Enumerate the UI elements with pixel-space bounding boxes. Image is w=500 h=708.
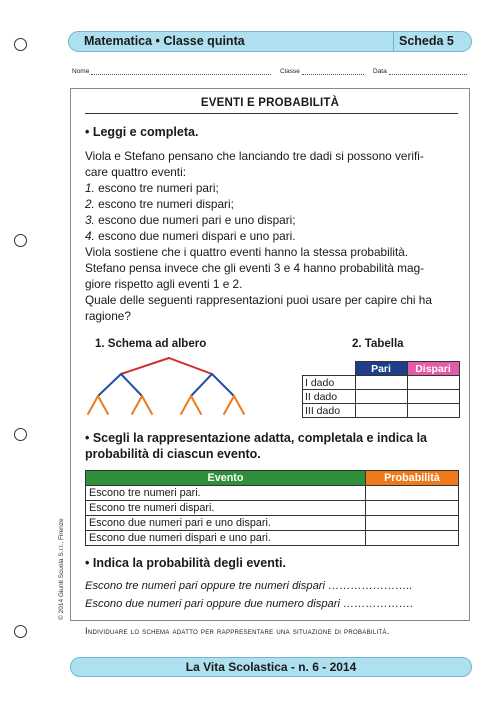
table-cell[interactable] [407,376,459,390]
teacher-note: Individuare lo schema adatto per rappresentare una situazione di probabilità. [85,626,390,636]
row-label: III dado [303,404,356,418]
class-label: Classe [280,68,300,75]
probability-cell[interactable] [366,501,459,516]
tree-diagram [84,354,274,420]
section3-heading: • Indica la probabilità degli eventi. [85,556,286,570]
tree-leaf [191,396,201,414]
tree-leaf [88,396,98,414]
col-pari: Pari [355,362,407,376]
event-item-2: 2. escono tre numeri dispari; [85,197,234,211]
col-dispari: Dispari [407,362,459,376]
problem-text [85,148,463,324]
tree-leaf [142,396,152,414]
tree-branch-mid [191,374,212,396]
probability-cell[interactable] [366,516,459,531]
tree-leaf [132,396,142,414]
table-cell[interactable] [407,404,459,418]
event-row-label: Escono tre numeri pari. [86,486,366,501]
binder-hole-1 [14,38,27,51]
header-sheet-number: Scheda 5 [399,34,454,48]
name-label: Nome [72,68,90,75]
row-label: I dado [303,376,356,390]
tree-branch-mid [121,374,142,396]
event-row-label: Escono due numeri dispari e uno pari. [86,531,366,546]
tree-branch-mid [98,374,121,396]
event-item-1: 1. escono tre numeri pari; [85,181,219,195]
table-label: 2. Tabella [352,338,404,350]
section2-heading-line1: • Scegli la rappresentazione adatta, completala e indica la [85,431,427,445]
event-row-label: Escono tre numeri dispari. [86,501,366,516]
row-label: II dado [303,390,356,404]
probability-cell[interactable] [366,486,459,501]
probability-answer-line-2[interactable]: Escono due numeri pari oppure due numero dispari ………………. [85,598,414,610]
col-probabilita: Probabilità [366,471,459,486]
binder-hole-4 [14,625,27,638]
tree-label: 1. Schema ad albero [95,338,207,350]
table-cell[interactable] [355,376,407,390]
date-label: Data [373,68,387,75]
event-row-label: Escono due numeri pari e uno dispari. [86,516,366,531]
problem-line: Quale delle seguenti rappresentazioni puoi usare per capire chi ha [85,293,432,307]
class-dotted-line [302,74,364,75]
dice-table [302,361,460,418]
col-evento: Evento [86,471,366,486]
date-field[interactable] [373,68,467,75]
problem-line: care quattro eventi: [85,165,186,179]
problem-line: ragione? [85,309,131,323]
problem-line: Stefano pensa invece che gli eventi 3 e 4 hanno probabilità mag- [85,261,425,275]
probability-answer-line-1[interactable]: Escono tre numeri pari oppure tre numeri dispari ………………….. [85,580,413,592]
probability-cell[interactable] [366,531,459,546]
problem-line: Viola e Stefano pensano che lanciando tre dadi si possono verifi- [85,149,424,163]
event-item-3: 3. escono due numeri pari e uno dispari; [85,213,296,227]
event-item-4: 4. escono due numeri dispari e uno pari. [85,229,296,243]
name-dotted-line [91,74,271,75]
tree-branch-top [121,358,169,374]
section2-heading-line2: probabilità di ciascun evento. [85,447,261,461]
tree-branch-top [169,358,212,374]
problem-line: giore rispetto agli eventi 1 e 2. [85,277,243,291]
binder-hole-3 [14,428,27,441]
binder-hole-2 [14,234,27,247]
tree-leaf [181,396,191,414]
table-cell[interactable] [407,390,459,404]
worksheet-title: EVENTI E PROBABILITÀ [200,97,340,109]
name-field[interactable] [72,68,271,75]
table-cell[interactable] [355,404,407,418]
problem-line: Viola sostiene che i quattro eventi hanno la stessa probabilità. [85,245,409,259]
title-underline [85,113,458,114]
copyright: © 2014 Giunti Scuola S.r.l., Firenze [58,518,65,620]
header-subject: Matematica • Classe quinta [84,34,245,48]
tree-leaf [234,396,244,414]
header-divider [393,31,394,52]
tree-leaf [98,396,108,414]
footer-text: La Vita Scolastica - n. 6 - 2014 [185,660,357,674]
table-cell[interactable] [355,390,407,404]
tree-leaf [224,396,234,414]
date-dotted-line [389,74,467,75]
class-field[interactable] [280,68,364,75]
tree-branch-mid [212,374,234,396]
section1-heading: • Leggi e completa. [85,125,199,139]
events-table [85,470,459,546]
